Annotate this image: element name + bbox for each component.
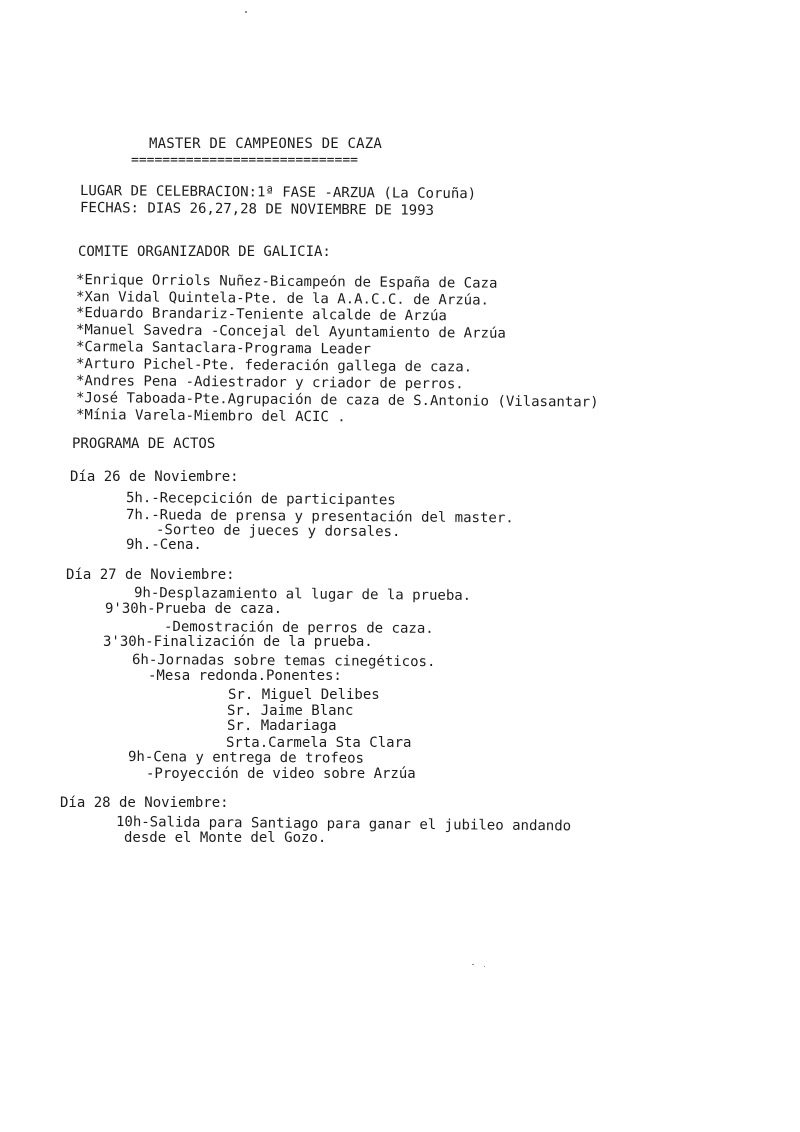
day-27-item: 3'30h-Finalización de la prueba. [103,634,373,650]
day-28-item: 10h-Salida para Santiago para ganar el jubileo andando [115,814,572,835]
comite-member: *José Taboada-Pte.Agrupación de caza de S.Antonio (Vilasantar) [75,390,599,411]
day-27-item: 6h-Jornadas sobre temas cinegéticos. [131,652,436,671]
day-27-item: Sr. Jaime Blanc [227,703,354,719]
comite-member: *Carmela Santaclara-Programa Leader [75,339,372,358]
comite-heading: COMITE ORGANIZADOR DE GALICIA: [78,244,331,260]
day-27-item: Sr. Madariaga [227,718,337,734]
day-27-item: 9h-Cena y entrega de trofeos [127,749,365,767]
comite-member: *Andres Pena -Adiestrador y criador de perros. [75,373,464,393]
day-27-item: -Proyección de video sobre Arzúa [146,766,416,782]
day-26-heading: Día 26 de Noviembre: [70,469,239,485]
day-27-item: 9h-Desplazamiento al lugar de la prueba. [133,585,472,604]
comite-member: *Xan Vidal Quintela-Pte. de la A.A.C.C. de Arzúa. [75,289,490,309]
day-27-item: -Demostración de perros de caza. [163,619,434,637]
day-26-item: 7h.-Rueda de prensa y presentación del master. [125,507,514,527]
day-27-item: 9'30h-Prueba de caza. [105,601,283,617]
day-28-item: desde el Monte del Gozo. [124,830,327,846]
comite-member: *Mínia Varela-Miembro del ACIC . [75,407,346,426]
comite-member: *Eduardo Brandariz-Teniente alcalde de Arzúa [75,305,447,325]
day-27-item: -Mesa redonda.Ponentes: [148,668,342,684]
comite-member: *Manuel Savedra -Concejal del Ayuntamiento de Arzúa [75,322,506,342]
document-title: MASTER DE CAMPEONES DE CAZA [149,136,382,152]
scan-speck [472,964,474,965]
lugar-line: LUGAR DE CELEBRACION:1ª FASE -ARZUA (La Coruña) [79,183,477,203]
day-28-heading: Día 28 de Noviembre: [60,795,229,811]
title-underline: ============================= [131,153,358,168]
scan-speck [245,11,247,13]
fechas-line: FECHAS: DIAS 26,27,28 DE NOVIEMBRE DE 1993 [79,200,435,219]
day-27-item: Sr. Miguel Delibes [228,687,380,703]
day-27-item: Srta.Carmela Sta Clara [226,735,412,751]
comite-member: *Enrique Orriols Nuñez-Bicampeón de España de Caza [75,272,498,292]
day-26-item: -Sorteo de jueces y dorsales. [155,522,401,541]
programa-heading: PROGRAMA DE ACTOS [72,436,216,452]
comite-member: *Arturo Pichel-Pte. federación gallega de caza. [75,356,473,376]
day-26-item: 5h.-Recepcición de participantes [125,490,396,509]
scan-speck [484,966,485,967]
day-26-item: 9h.-Cena. [126,537,202,553]
day-27-heading: Día 27 de Noviembre: [66,567,235,583]
